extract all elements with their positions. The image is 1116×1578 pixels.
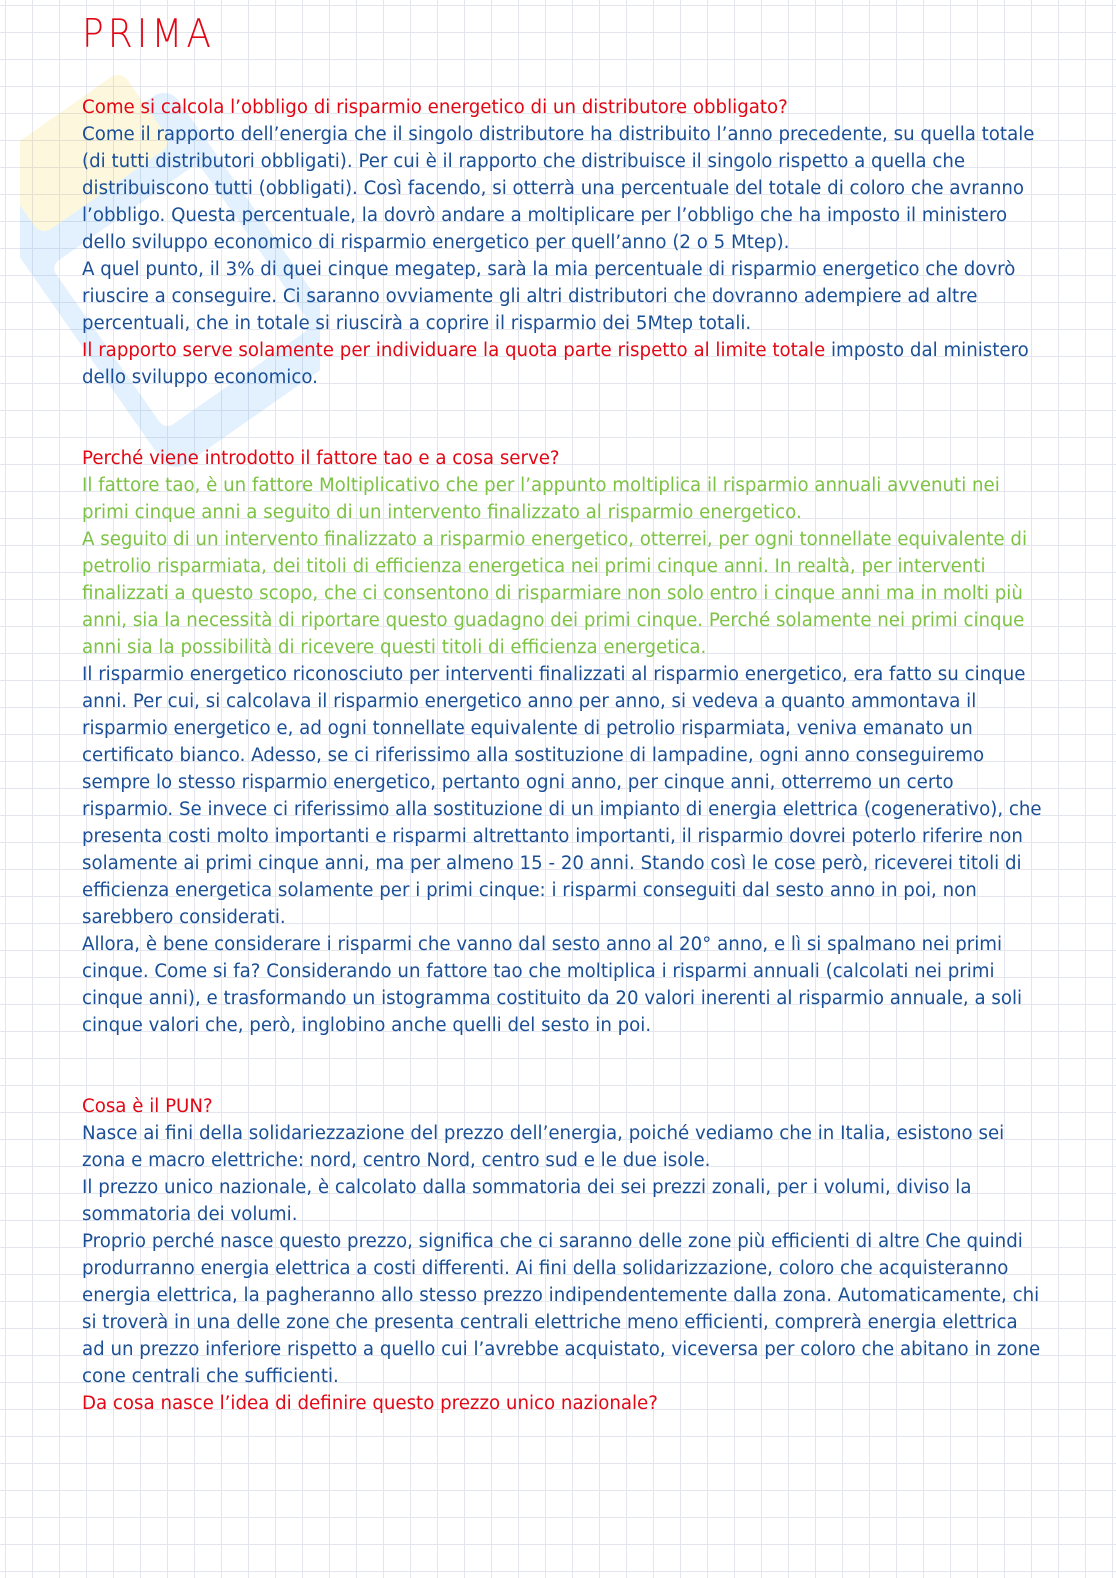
answer-text: imposto dal ministero dello sviluppo economico. bbox=[82, 340, 1029, 388]
answer-paragraph-highlighted bbox=[82, 337, 1042, 391]
answer-paragraph: Il prezzo unico nazionale, è calcolato dalla sommatoria dei sei prezzi zonali, per i volumi, diviso la sommatoria dei volumi. bbox=[82, 1177, 972, 1225]
page-title: PRIMA bbox=[82, 12, 216, 58]
question-obbligo: Come si calcola l’obbligo di risparmio energetico di un distributore obbligato? bbox=[82, 97, 788, 118]
highlight-text: Il rapporto serve solamente per individuare la quota parte rispetto al limite totale bbox=[82, 340, 826, 361]
section-tao bbox=[82, 445, 1042, 1039]
answer-paragraph: Nasce ai fini della solidariezzazione del prezzo dell’energia, poiché vediamo che in Italia, esistono sei zona e macro elettriche: nord, centro Nord, centro sud e le due isole. bbox=[82, 1123, 1005, 1171]
section-obbligo bbox=[82, 94, 1042, 391]
answer-paragraph: Il risparmio energetico riconosciuto per interventi finalizzati al risparmio energetico, era fatto su cinque anni. Per cui, si calcolava il risparmio energetico anno per anno, si vedeva a quanto ammontava il risparmio energetico e, ad ogni tonnellate equivalente di petrolio risparmiata, veniva emanato un certificato bianco. Adesso, se ci riferissimo alla sostituzione di lampadine, ogni anno conseguiremo sempre lo stesso risparmio energetico, pertanto ogni anno, per cinque anni, otterremo un certo risparmio. Se invece ci riferissimo alla sostituzione di un impianto di energia elettrica (cogenerativo), che presenta costi molto importanti e risparmi altrettanto importanti, il risparmio dovrei poterlo riferire non solamente ai primi cinque anni, ma per almeno 15 - 20 anni. Stando così le cose però, riceverei titoli di efficienza energetica solamente per i primi cinque: i risparmi conseguiti dal sesto anno in poi, non sarebbero considerati. bbox=[82, 664, 1042, 928]
question-pun-origin: Da cosa nasce l’idea di definire questo prezzo unico nazionale? bbox=[82, 1393, 658, 1414]
answer-paragraph-green: A seguito di un intervento finalizzato a risparmio energetico, otterrei, per ogni tonnellate equivalente di petrolio risparmiata, dei titoli di efficienza energetica nei primi cinque anni. In realtà, per interventi finalizzati a questo scopo, che ci consentono di risparmiare non solo entro i cinque anni ma in molti più anni, sia la necessità di riportare questo guadagno dei primi cinque. Perché solamente nei primi cinque anni sia la possibilità di ricevere questi titoli di efficienza energetica. bbox=[82, 529, 1028, 658]
answer-paragraph: Come il rapporto dell’energia che il singolo distributore ha distribuito l’anno precedente, su quella totale (di tutti distributori obbligati). Per cui è il rapporto che distribuisce il singolo rispetto a quella che distribuiscono tutti (obbligati). Così facendo, si otterrà una percentuale del totale di coloro che avranno l’obbligo. Questa percentuale, la dovrò andare a moltiplicare per l’obbligo che ha imposto il ministero dello sviluppo economico di risparmio energetico per quell’anno (2 o 5 Mtep). bbox=[82, 124, 1035, 253]
section-pun bbox=[82, 1093, 1042, 1417]
answer-paragraph: A quel punto, il 3% di quei cinque megatep, sarà la mia percentuale di risparmio energetico che dovrò riuscire a conseguire. Ci saranno ovviamente gli altri distributori che dovranno adempiere ad altre percentuali, che in totale si riuscirà a coprire il risparmio dei 5Mtep totali. bbox=[82, 259, 1016, 334]
answer-paragraph: Proprio perché nasce questo prezzo, significa che ci saranno delle zone più efficienti di altre Che quindi produrranno energia elettrica a costi differenti. Ai fini della solidarizzazione, coloro che acquisteranno energia elettrica, la pagheranno allo stesso prezzo indipendentemente dalla zona. Automaticamente, chi si troverà in una delle zone che presenta centrali elettriche meno efficienti, comprerà energia elettrica ad un prezzo inferiore rispetto a quello cui l’avrebbe acquistato, viceversa per coloro che abitano in zone cone centrali che sufficienti. bbox=[82, 1231, 1041, 1387]
question-pun: Cosa è il PUN? bbox=[82, 1096, 213, 1117]
answer-paragraph-green: Il fattore tao, è un fattore Moltiplicativo che per l’appunto moltiplica il risparmio annuali avvenuti nei primi cinque anni a seguito di un intervento finalizzato al risparmio energetico. bbox=[82, 475, 1000, 523]
question-tao: Perché viene introdotto il fattore tao e a cosa serve? bbox=[82, 448, 560, 469]
answer-paragraph: Allora, è bene considerare i risparmi che vanno dal sesto anno al 20° anno, e lì si spalmano nei primi cinque. Come si fa? Considerando un fattore tao che moltiplica i risparmi annuali (calcolati nei primi cinque anni), e trasformando un istogramma costituito da 20 valori inerenti al risparmio annuale, a soli cinque valori che, però, inglobino anche quelli del sesto in poi. bbox=[82, 934, 1023, 1036]
